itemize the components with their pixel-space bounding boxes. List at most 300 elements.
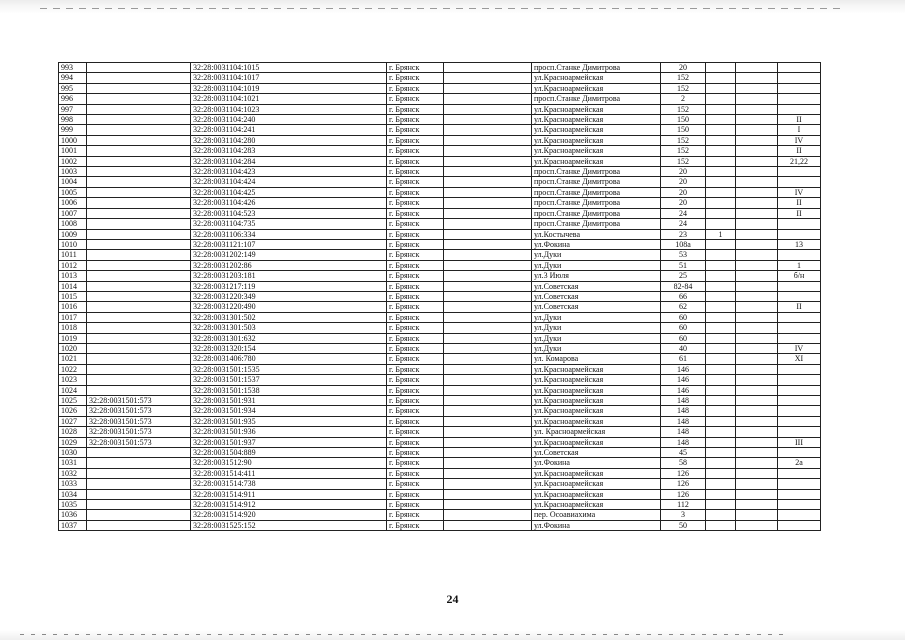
street-cell: ул. Красноармейская [532, 427, 661, 437]
row-number-cell: 1036 [59, 510, 87, 520]
house-number-cell: 150 [661, 115, 706, 125]
row-number-cell: 1031 [59, 458, 87, 468]
cadastral-number-cell: 32:28:0031525:152 [191, 520, 387, 530]
table-row [59, 146, 821, 156]
cadastral-number-cell: 32:28:0031501:1538 [191, 385, 387, 395]
row-number-cell: 1018 [59, 323, 87, 333]
house-number-cell: 148 [661, 396, 706, 406]
house-number-cell: 126 [661, 468, 706, 478]
row-number-cell: 995 [59, 83, 87, 93]
previous-cadastral-number-cell [87, 323, 191, 333]
city-cell: г. Брянск [387, 156, 444, 166]
premises-number-cell: I [778, 125, 821, 135]
premises-number-cell [778, 73, 821, 83]
house-number-cell: 82-84 [661, 281, 706, 291]
house-number-cell: 20 [661, 198, 706, 208]
blank-cell [444, 167, 532, 177]
previous-cadastral-number-cell [87, 343, 191, 353]
building-cell [706, 271, 736, 281]
blank-cell [736, 63, 778, 73]
blank-cell [444, 364, 532, 374]
street-cell: просп.Станке Димитрова [532, 63, 661, 73]
cadastral-number-cell: 32:28:0031104:735 [191, 219, 387, 229]
house-number-cell: 150 [661, 125, 706, 135]
row-number-cell: 1000 [59, 135, 87, 145]
previous-cadastral-number-cell [87, 229, 191, 239]
street-cell: ул.3 Июля [532, 271, 661, 281]
cadastral-number-cell: 32:28:0031406:780 [191, 354, 387, 364]
cadastral-number-cell: 32:28:0031203:181 [191, 271, 387, 281]
premises-number-cell: 2а [778, 458, 821, 468]
blank-cell [444, 416, 532, 426]
table-row [59, 406, 821, 416]
blank-cell [736, 448, 778, 458]
house-number-cell: 20 [661, 63, 706, 73]
previous-cadastral-number-cell [87, 489, 191, 499]
blank-cell [444, 135, 532, 145]
building-cell [706, 448, 736, 458]
street-cell: просп.Станке Димитрова [532, 198, 661, 208]
previous-cadastral-number-cell [87, 104, 191, 114]
row-number-cell: 999 [59, 125, 87, 135]
scan-edge-bottom [0, 630, 905, 640]
city-cell: г. Брянск [387, 63, 444, 73]
house-number-cell: 148 [661, 437, 706, 447]
blank-cell [736, 219, 778, 229]
premises-number-cell: 21,22 [778, 156, 821, 166]
row-number-cell: 1028 [59, 427, 87, 437]
blank-cell [444, 396, 532, 406]
blank-cell [736, 104, 778, 114]
cadastral-number-cell: 32:28:0031104:1023 [191, 104, 387, 114]
street-cell: ул.Дуки [532, 250, 661, 260]
blank-cell [444, 208, 532, 218]
house-number-cell: 50 [661, 520, 706, 530]
row-number-cell: 1037 [59, 520, 87, 530]
city-cell: г. Брянск [387, 177, 444, 187]
house-number-cell: 24 [661, 219, 706, 229]
house-number-cell: 152 [661, 73, 706, 83]
table-row [59, 281, 821, 291]
premises-number-cell [778, 167, 821, 177]
building-cell [706, 323, 736, 333]
previous-cadastral-number-cell [87, 177, 191, 187]
row-number-cell: 997 [59, 104, 87, 114]
street-cell: ул.Фокина [532, 239, 661, 249]
city-cell: г. Брянск [387, 239, 444, 249]
blank-cell [444, 239, 532, 249]
city-cell: г. Брянск [387, 83, 444, 93]
house-number-cell: 148 [661, 416, 706, 426]
city-cell: г. Брянск [387, 520, 444, 530]
cadastral-number-cell: 32:28:0031104:283 [191, 146, 387, 156]
row-number-cell: 1032 [59, 468, 87, 478]
blank-cell [444, 73, 532, 83]
cadastral-number-cell: 32:28:0031104:284 [191, 156, 387, 166]
street-cell: просп.Станке Димитрова [532, 187, 661, 197]
city-cell: г. Брянск [387, 229, 444, 239]
previous-cadastral-number-cell [87, 510, 191, 520]
premises-number-cell [778, 291, 821, 301]
blank-cell [444, 291, 532, 301]
street-cell: просп.Станке Димитрова [532, 167, 661, 177]
row-number-cell: 1020 [59, 343, 87, 353]
house-number-cell: 60 [661, 323, 706, 333]
table-row [59, 250, 821, 260]
row-number-cell: 1009 [59, 229, 87, 239]
blank-cell [444, 479, 532, 489]
blank-cell [444, 187, 532, 197]
blank-cell [444, 83, 532, 93]
table-row [59, 260, 821, 270]
previous-cadastral-number-cell [87, 83, 191, 93]
house-number-cell: 146 [661, 375, 706, 385]
blank-cell [444, 219, 532, 229]
premises-number-cell: IV [778, 343, 821, 353]
cadastral-number-cell: 32:28:0031104:240 [191, 115, 387, 125]
house-number-cell: 152 [661, 135, 706, 145]
premises-number-cell: II [778, 198, 821, 208]
table-row [59, 354, 821, 364]
table-row [59, 125, 821, 135]
premises-number-cell [778, 63, 821, 73]
premises-number-cell [778, 219, 821, 229]
blank-cell [736, 354, 778, 364]
premises-number-cell [778, 396, 821, 406]
table-row [59, 437, 821, 447]
house-number-cell: 152 [661, 156, 706, 166]
street-cell: ул.Красноармейская [532, 115, 661, 125]
table-row [59, 323, 821, 333]
table-row [59, 333, 821, 343]
table-row [59, 343, 821, 353]
blank-cell [444, 94, 532, 104]
previous-cadastral-number-cell [87, 271, 191, 281]
cadastral-number-cell: 32:28:0031121:107 [191, 239, 387, 249]
row-number-cell: 996 [59, 94, 87, 104]
blank-cell [444, 156, 532, 166]
house-number-cell: 148 [661, 427, 706, 437]
building-cell [706, 396, 736, 406]
street-cell: ул.Красноармейская [532, 135, 661, 145]
city-cell: г. Брянск [387, 416, 444, 426]
row-number-cell: 1026 [59, 406, 87, 416]
cadastral-number-cell: 32:28:0031514:920 [191, 510, 387, 520]
street-cell: ул.Советская [532, 448, 661, 458]
house-number-cell: 24 [661, 208, 706, 218]
premises-number-cell [778, 323, 821, 333]
blank-cell [736, 406, 778, 416]
city-cell: г. Брянск [387, 250, 444, 260]
row-number-cell: 1015 [59, 291, 87, 301]
previous-cadastral-number-cell [87, 260, 191, 270]
cadastral-number-cell: 32:28:0031501:934 [191, 406, 387, 416]
house-number-cell: 3 [661, 510, 706, 520]
house-number-cell: 20 [661, 187, 706, 197]
cadastral-number-cell: 32:28:0031514:411 [191, 468, 387, 478]
premises-number-cell: II [778, 146, 821, 156]
row-number-cell: 1024 [59, 385, 87, 395]
previous-cadastral-number-cell [87, 146, 191, 156]
table-row [59, 489, 821, 499]
house-number-cell: 45 [661, 448, 706, 458]
previous-cadastral-number-cell [87, 520, 191, 530]
city-cell: г. Брянск [387, 437, 444, 447]
blank-cell [444, 375, 532, 385]
building-cell [706, 260, 736, 270]
blank-cell [736, 364, 778, 374]
street-cell: ул.Дуки [532, 343, 661, 353]
blank-cell [736, 198, 778, 208]
previous-cadastral-number-cell: 32:28:0031501:573 [87, 406, 191, 416]
city-cell: г. Брянск [387, 219, 444, 229]
blank-cell [736, 260, 778, 270]
table-row [59, 385, 821, 395]
house-number-cell: 152 [661, 104, 706, 114]
premises-number-cell [778, 468, 821, 478]
blank-cell [444, 250, 532, 260]
blank-cell [736, 343, 778, 353]
building-cell [706, 94, 736, 104]
city-cell: г. Брянск [387, 333, 444, 343]
cadastral-number-cell: 32:28:0031220:349 [191, 291, 387, 301]
street-cell: ул.Красноармейская [532, 146, 661, 156]
cadastral-number-cell: 32:28:0031104:424 [191, 177, 387, 187]
building-cell [706, 343, 736, 353]
city-cell: г. Брянск [387, 343, 444, 353]
street-cell: ул.Советская [532, 281, 661, 291]
table-row [59, 83, 821, 93]
table-row [59, 239, 821, 249]
cadastral-number-cell: 32:28:0031501:1537 [191, 375, 387, 385]
city-cell: г. Брянск [387, 302, 444, 312]
blank-cell [444, 385, 532, 395]
street-cell: ул.Красноармейская [532, 489, 661, 499]
previous-cadastral-number-cell [87, 302, 191, 312]
table-row [59, 291, 821, 301]
building-cell [706, 250, 736, 260]
row-number-cell: 1035 [59, 500, 87, 510]
city-cell: г. Брянск [387, 354, 444, 364]
row-number-cell: 1016 [59, 302, 87, 312]
building-cell [706, 281, 736, 291]
blank-cell [736, 385, 778, 395]
house-number-cell: 51 [661, 260, 706, 270]
row-number-cell: 1029 [59, 437, 87, 447]
previous-cadastral-number-cell [87, 354, 191, 364]
street-cell: ул.Красноармейская [532, 479, 661, 489]
premises-number-cell [778, 427, 821, 437]
previous-cadastral-number-cell [87, 239, 191, 249]
previous-cadastral-number-cell [87, 219, 191, 229]
table-row [59, 458, 821, 468]
table-row [59, 156, 821, 166]
building-cell [706, 437, 736, 447]
previous-cadastral-number-cell [87, 312, 191, 322]
building-cell [706, 187, 736, 197]
cadastral-number-cell: 32:28:0031104:280 [191, 135, 387, 145]
blank-cell [444, 458, 532, 468]
table-row [59, 208, 821, 218]
street-cell: ул.Красноармейская [532, 396, 661, 406]
blank-cell [736, 239, 778, 249]
cadastral-number-cell: 32:28:0031220:490 [191, 302, 387, 312]
city-cell: г. Брянск [387, 396, 444, 406]
building-cell [706, 115, 736, 125]
street-cell: ул.Красноармейская [532, 104, 661, 114]
blank-cell [736, 510, 778, 520]
blank-cell [736, 281, 778, 291]
blank-cell [444, 343, 532, 353]
blank-cell [444, 510, 532, 520]
table-row [59, 468, 821, 478]
street-cell: пер. Осоавиахима [532, 510, 661, 520]
premises-number-cell: III [778, 437, 821, 447]
blank-cell [444, 281, 532, 291]
blank-cell [444, 63, 532, 73]
blank-cell [444, 323, 532, 333]
table-row [59, 115, 821, 125]
previous-cadastral-number-cell: 32:28:0031501:573 [87, 427, 191, 437]
city-cell: г. Брянск [387, 510, 444, 520]
blank-cell [444, 333, 532, 343]
blank-cell [444, 520, 532, 530]
blank-cell [736, 208, 778, 218]
blank-cell [444, 427, 532, 437]
blank-cell [736, 187, 778, 197]
street-cell: просп.Станке Димитрова [532, 219, 661, 229]
house-number-cell: 40 [661, 343, 706, 353]
previous-cadastral-number-cell [87, 468, 191, 478]
street-cell: ул. Комарова [532, 354, 661, 364]
building-cell [706, 156, 736, 166]
blank-cell [444, 500, 532, 510]
blank-cell [444, 468, 532, 478]
previous-cadastral-number-cell [87, 500, 191, 510]
table-row [59, 396, 821, 406]
blank-cell [736, 416, 778, 426]
premises-number-cell [778, 229, 821, 239]
row-number-cell: 1023 [59, 375, 87, 385]
building-cell [706, 406, 736, 416]
street-cell: ул.Красноармейская [532, 364, 661, 374]
street-cell: ул.Дуки [532, 323, 661, 333]
cadastral-number-cell: 32:28:0031514:738 [191, 479, 387, 489]
previous-cadastral-number-cell: 32:28:0031501:573 [87, 396, 191, 406]
blank-cell [736, 479, 778, 489]
building-cell [706, 479, 736, 489]
table-row [59, 198, 821, 208]
premises-number-cell: 1 [778, 260, 821, 270]
street-cell: ул.Красноармейская [532, 385, 661, 395]
blank-cell [444, 354, 532, 364]
city-cell: г. Брянск [387, 375, 444, 385]
street-cell: ул.Красноармейская [532, 468, 661, 478]
city-cell: г. Брянск [387, 489, 444, 499]
previous-cadastral-number-cell [87, 479, 191, 489]
building-cell [706, 510, 736, 520]
premises-number-cell: IV [778, 187, 821, 197]
table-row [59, 500, 821, 510]
blank-cell [736, 302, 778, 312]
registry-table [58, 62, 821, 531]
row-number-cell: 1012 [59, 260, 87, 270]
house-number-cell: 2 [661, 94, 706, 104]
row-number-cell: 1007 [59, 208, 87, 218]
previous-cadastral-number-cell [87, 198, 191, 208]
table-row [59, 448, 821, 458]
blank-cell [736, 396, 778, 406]
blank-cell [736, 83, 778, 93]
premises-number-cell [778, 520, 821, 530]
page-number: 24 [446, 592, 459, 606]
building-cell [706, 208, 736, 218]
blank-cell [736, 437, 778, 447]
blank-cell [736, 167, 778, 177]
premises-number-cell [778, 375, 821, 385]
city-cell: г. Брянск [387, 146, 444, 156]
premises-number-cell [778, 406, 821, 416]
blank-cell [736, 520, 778, 530]
house-number-cell: 108а [661, 239, 706, 249]
street-cell: ул.Красноармейская [532, 125, 661, 135]
row-number-cell: 1005 [59, 187, 87, 197]
blank-cell [444, 260, 532, 270]
cadastral-number-cell: 32:28:0031104:523 [191, 208, 387, 218]
blank-cell [736, 375, 778, 385]
premises-number-cell: II [778, 208, 821, 218]
blank-cell [444, 115, 532, 125]
building-cell [706, 333, 736, 343]
previous-cadastral-number-cell [87, 364, 191, 374]
city-cell: г. Брянск [387, 291, 444, 301]
table-row [59, 364, 821, 374]
table-row [59, 229, 821, 239]
blank-cell [444, 177, 532, 187]
blank-cell [444, 229, 532, 239]
building-cell [706, 135, 736, 145]
cadastral-number-cell: 32:28:0031104:1019 [191, 83, 387, 93]
table-row [59, 479, 821, 489]
previous-cadastral-number-cell [87, 125, 191, 135]
cadastral-number-cell: 32:28:0031301:503 [191, 323, 387, 333]
table-row [59, 510, 821, 520]
street-cell: ул.Дуки [532, 312, 661, 322]
row-number-cell: 1027 [59, 416, 87, 426]
previous-cadastral-number-cell [87, 156, 191, 166]
blank-cell [444, 198, 532, 208]
row-number-cell: 1033 [59, 479, 87, 489]
premises-number-cell [778, 177, 821, 187]
building-cell [706, 354, 736, 364]
premises-number-cell [778, 312, 821, 322]
city-cell: г. Брянск [387, 406, 444, 416]
previous-cadastral-number-cell [87, 448, 191, 458]
premises-number-cell [778, 281, 821, 291]
premises-number-cell [778, 448, 821, 458]
cadastral-number-cell: 32:28:0031501:937 [191, 437, 387, 447]
premises-number-cell [778, 500, 821, 510]
house-number-cell: 20 [661, 167, 706, 177]
cadastral-number-cell: 32:28:0031512:90 [191, 458, 387, 468]
city-cell: г. Брянск [387, 468, 444, 478]
previous-cadastral-number-cell [87, 73, 191, 83]
cadastral-number-cell: 32:28:0031301:632 [191, 333, 387, 343]
building-cell: 1 [706, 229, 736, 239]
cadastral-number-cell: 32:28:0031104:1021 [191, 94, 387, 104]
city-cell: г. Брянск [387, 125, 444, 135]
blank-cell [736, 250, 778, 260]
